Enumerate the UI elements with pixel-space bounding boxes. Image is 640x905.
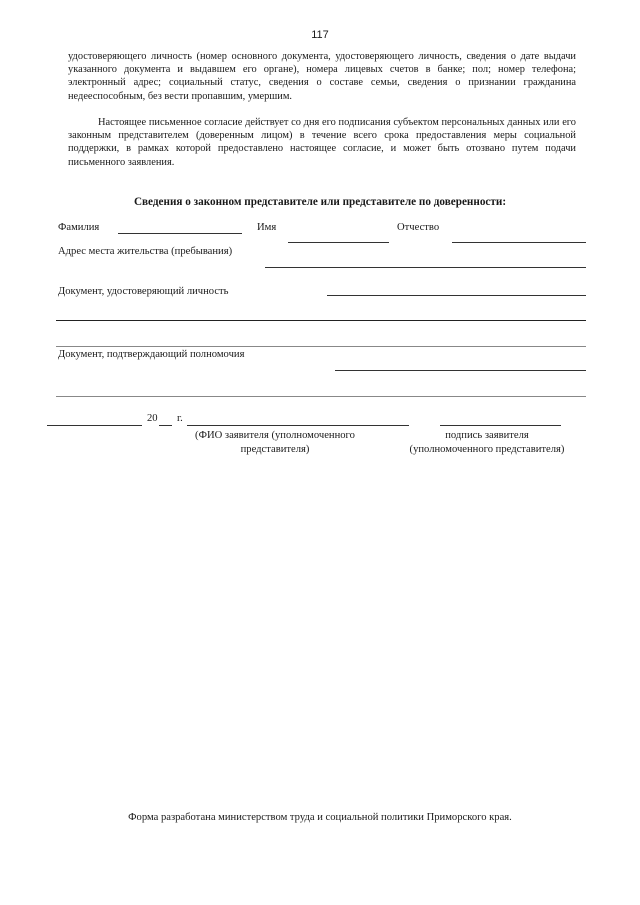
address-label: Адрес места жительства (пребывания) — [58, 246, 233, 257]
authority-document-field[interactable] — [335, 370, 586, 371]
fio-field[interactable] — [187, 425, 409, 426]
date-field[interactable] — [47, 425, 142, 426]
surname-label: Фамилия — [58, 222, 100, 233]
surname-field[interactable] — [118, 233, 242, 234]
fio-caption — [170, 429, 380, 456]
signature-caption — [392, 429, 582, 456]
id-document-field-continuation[interactable] — [56, 320, 586, 321]
signature-field[interactable] — [440, 425, 561, 426]
authority-document-label: Документ, подтверждающий полномочия — [58, 349, 245, 360]
year-suffix: г. — [177, 413, 183, 424]
id-document-label: Документ, удостоверяющий личность — [58, 286, 229, 297]
fio-caption-line-1: (ФИО заявителя (уполномоченного — [195, 430, 355, 441]
patronymic-field[interactable] — [452, 242, 586, 243]
address-field[interactable] — [265, 267, 586, 268]
page-number: 117 — [311, 29, 329, 41]
section-title: Сведения о законном представителе или представителе по доверенности: — [133, 196, 507, 208]
name-field[interactable] — [288, 242, 389, 243]
patronymic-label: Отчество — [397, 222, 440, 233]
fio-caption-line-2: представителя) — [240, 443, 310, 455]
year-field[interactable] — [159, 425, 172, 426]
footer-note: Форма разработана министерством труда и социальной политики Приморского края. — [128, 812, 512, 823]
year-prefix: 20 — [147, 413, 158, 424]
signature-caption-line-2: (уполномоченного представителя) — [409, 443, 565, 455]
authority-document-field-continuation[interactable] — [56, 396, 586, 397]
id-document-field[interactable] — [327, 295, 586, 296]
consent-paragraph-validity: Настоящее письменное согласие действует со дня его подписания субъектом персональных данных или его законным представителем (доверенным лицом) в течение всего срока предоставления меры социальной поддержки, в рамках которой предоставлено настоящее согласие, и может быть отозвано путем подачи письменного заявления. — [68, 117, 576, 168]
blank-line[interactable] — [56, 346, 586, 347]
consent-paragraph-data-list: удостоверяющего личность (номер основного документа, удостоверяющего личность, сведения о дате выдачи указанного документа и выдавшем его органе), номера лицевых счетов в банке; пол; номер телефона; электронный адрес; социальный статус, сведения о составе семьи, сведения о признании гражданина недееспособным, без вести пропавшим, умершим. — [68, 51, 576, 102]
name-label: Имя — [257, 222, 277, 233]
signature-caption-line-1: подпись заявителя — [445, 430, 529, 441]
